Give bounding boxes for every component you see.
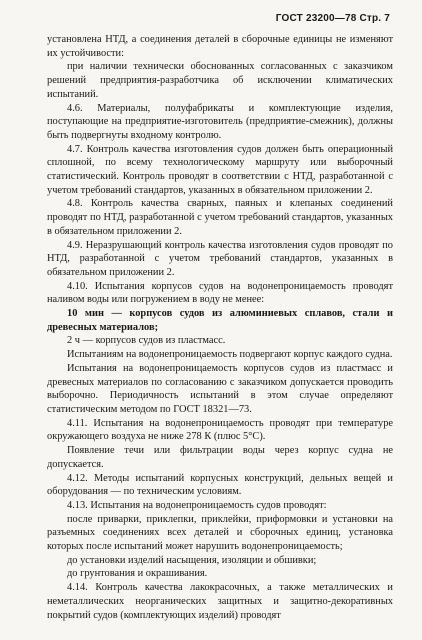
paragraph: 10 мин — корпусов судов из алюминиевых сплавов, стали и древесных материалов; bbox=[47, 308, 393, 333]
paragraph: 4.8. Контроль качества сварных, паяных и клепаных соединений проводят по НТД, разработанной с учетом требований стандартов, указанных в обязательном приложении 2. bbox=[47, 198, 393, 237]
page-header: ГОСТ 23200—78 Стр. 7 bbox=[275, 13, 390, 24]
paragraph: после приварки, приклепки, приклейки, приформовки и установки на разъемных соединениях всех деталей и сборочных единиц, установка которых после испытаний может нарушить водонепроницаемость; bbox=[47, 513, 393, 553]
paragraph: 4.7. Контроль качества изготовления судов должен быть операционный сплошной, по всему технологическому маршруту или выборочный статистический. Контроль проводят в соответствии с НТД, разработанной с учетом требований стандартов, указанных в обязательном приложении 2. bbox=[47, 143, 393, 196]
paragraph: 4.13. Испытания на водонепроницаемость судов проводят: bbox=[67, 499, 327, 511]
paragraph: установлена НТД, а соединения деталей в сборочные единицы не изменяют их устойчивости: bbox=[47, 34, 393, 59]
paragraph: 4.6. Материалы, полуфабрикаты и комплектующие изделия, поступающие на предприятие-изготовитель (предприятие-смежник), должны быть подвергнуты входному контролю. bbox=[47, 102, 393, 141]
paragraph: 4.12. Методы испытаний корпусных конструкций, дельных вещей и оборудования — по техническим условиям. bbox=[47, 472, 393, 498]
paragraph: до установки изделий насыщения, изоляции и обшивки; bbox=[67, 554, 317, 566]
paragraph: 4.9. Неразрушающий контроль качества изготовления судов проводят по НТД, разработанной с учетом требований стандартов, указанных в обязательном приложении 2. bbox=[47, 239, 393, 278]
document-body bbox=[47, 33, 393, 622]
paragraph: при наличии технически обоснованных согласованных с заказчиком решений предприятия-разработчика об исключении климатических испытаний. bbox=[47, 61, 393, 100]
paragraph: Испытаниям на водонепроницаемость подвергают корпус каждого судна. bbox=[67, 349, 393, 361]
paragraph: 4.14. Контроль качества лакокрасочных, а также металлических и неметаллических неорганических защитных и защитно-декоративных покрытий судов (комплектующих изделий) проводят bbox=[47, 582, 393, 621]
paragraph: Появление течи или фильтрации воды через корпус судна не допускается. bbox=[47, 445, 393, 470]
paragraph: до грунтования и окрашивания. bbox=[67, 568, 208, 580]
paragraph: 2 ч — корпусов судов из пластмасс. bbox=[67, 335, 226, 347]
paragraph: 4.10. Испытания корпусов судов на водонепроницаемость проводят наливом воды или погружением в воду не менее: bbox=[47, 280, 393, 306]
paragraph: Испытания на водонепроницаемость корпусов судов из пластмасс и древесных материалов по согласованию с заказчиком допускается проводить выборочно. Периодичность испытаний в этом случае определяют статистическим методом по ГОСТ 18321—73. bbox=[47, 362, 393, 415]
paragraph: 4.11. Испытания на водонепроницаемость проводят при температуре окружающего воздуха не ниже 278 К (плюс 5°С). bbox=[47, 417, 393, 443]
